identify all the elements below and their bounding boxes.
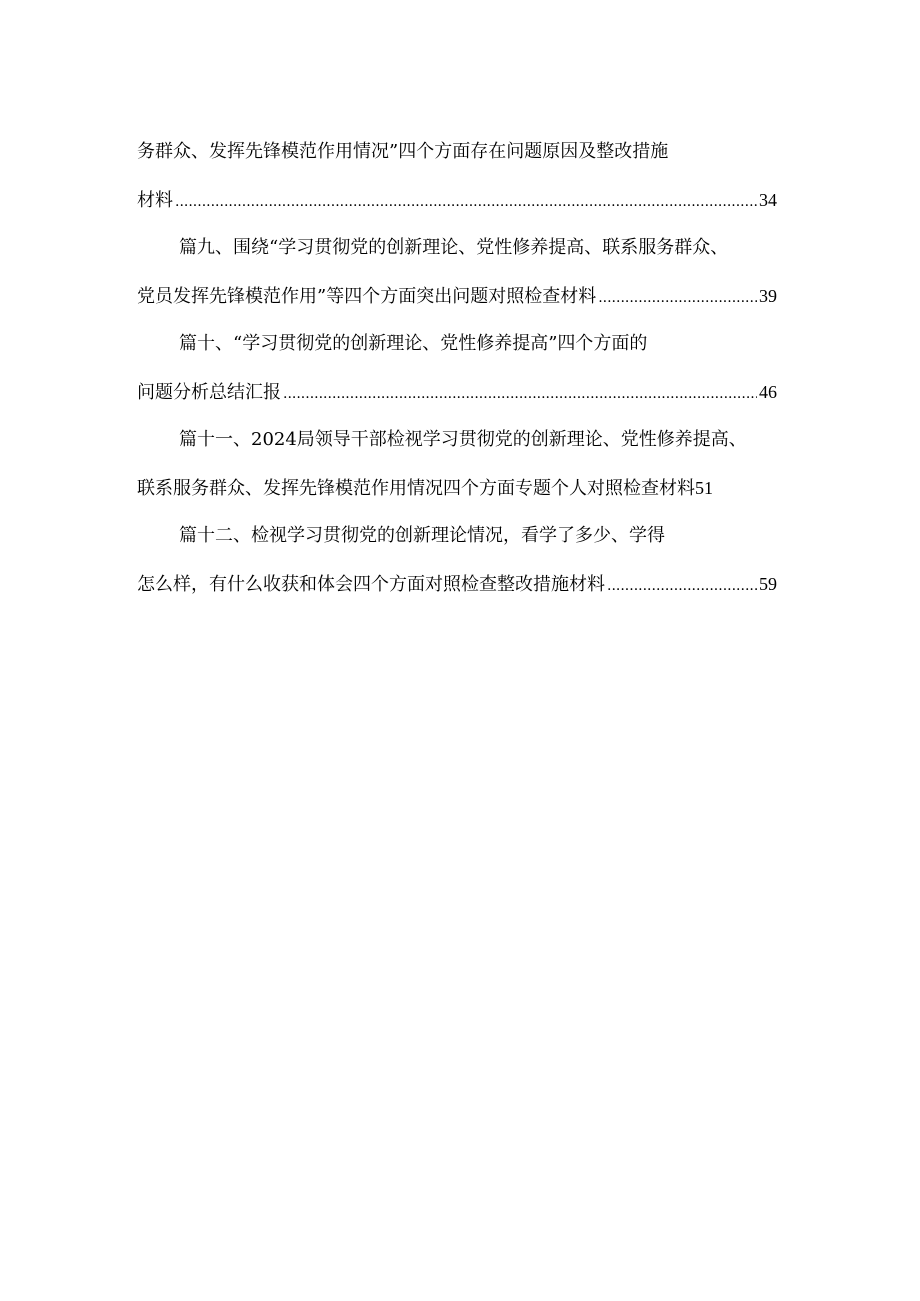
toc-entry-text: 党员发挥先锋模范作用”等四个方面突出问题对照检查材料: [137, 286, 597, 307]
toc-entry-line: [137, 128, 797, 176]
toc-entry[interactable]: [137, 416, 797, 512]
toc-entry[interactable]: [137, 224, 797, 320]
toc-entry-line: [137, 320, 797, 368]
toc-entry-line: [137, 224, 797, 272]
toc-entry[interactable]: [137, 128, 797, 224]
toc-entry-text: 篇十、“学习贯彻党的创新理论、党性修养提高”四个方面的: [179, 333, 648, 354]
toc-entry[interactable]: [137, 512, 797, 608]
toc-entry-text: 联系服务群众、发挥先锋模范作用情况四个方面专题个人对照检查材料: [137, 478, 695, 499]
toc-entry-text: 务群众、发挥先锋模范作用情况”四个方面存在问题原因及整改措施: [137, 141, 669, 162]
toc-entry-line: [137, 464, 777, 512]
toc-page-number: 46: [759, 382, 777, 402]
toc-leader-dots: [598, 274, 757, 320]
toc-entry[interactable]: [137, 320, 797, 416]
toc-entry-text: 问题分析总结汇报: [137, 382, 281, 403]
toc-entry-text: 篇十二、检视学习贯彻党的创新理论情况，看学了多少、学得: [179, 525, 665, 546]
toc-page-number: 39: [759, 286, 777, 306]
toc-page-number: 59: [759, 574, 777, 594]
toc-page-number: 51: [695, 478, 713, 498]
toc-entry-line: [137, 176, 777, 224]
toc-entry-line: [137, 560, 777, 608]
toc-entry-text: 篇十一、2024局领导干部检视学习贯彻党的创新理论、党性修养提高、: [179, 429, 747, 450]
toc-entry-text: 材料: [137, 190, 173, 211]
toc-entry-line: [137, 416, 797, 464]
toc-leader-dots: [607, 562, 757, 608]
toc-entry-line: [137, 272, 777, 320]
toc-entry-line: [137, 368, 777, 416]
toc-leader-dots: [175, 178, 757, 224]
toc-leader-dots: [283, 370, 757, 416]
toc-page-number: 34: [759, 190, 777, 210]
toc-entry-text: 篇九、围绕“学习贯彻党的创新理论、党性修养提高、联系服务群众、: [179, 237, 729, 258]
toc-entry-text: 怎么样，有什么收获和体会四个方面对照检查整改措施材料: [137, 574, 605, 595]
toc-entry-line: [137, 512, 797, 560]
table-of-contents: [137, 128, 797, 608]
